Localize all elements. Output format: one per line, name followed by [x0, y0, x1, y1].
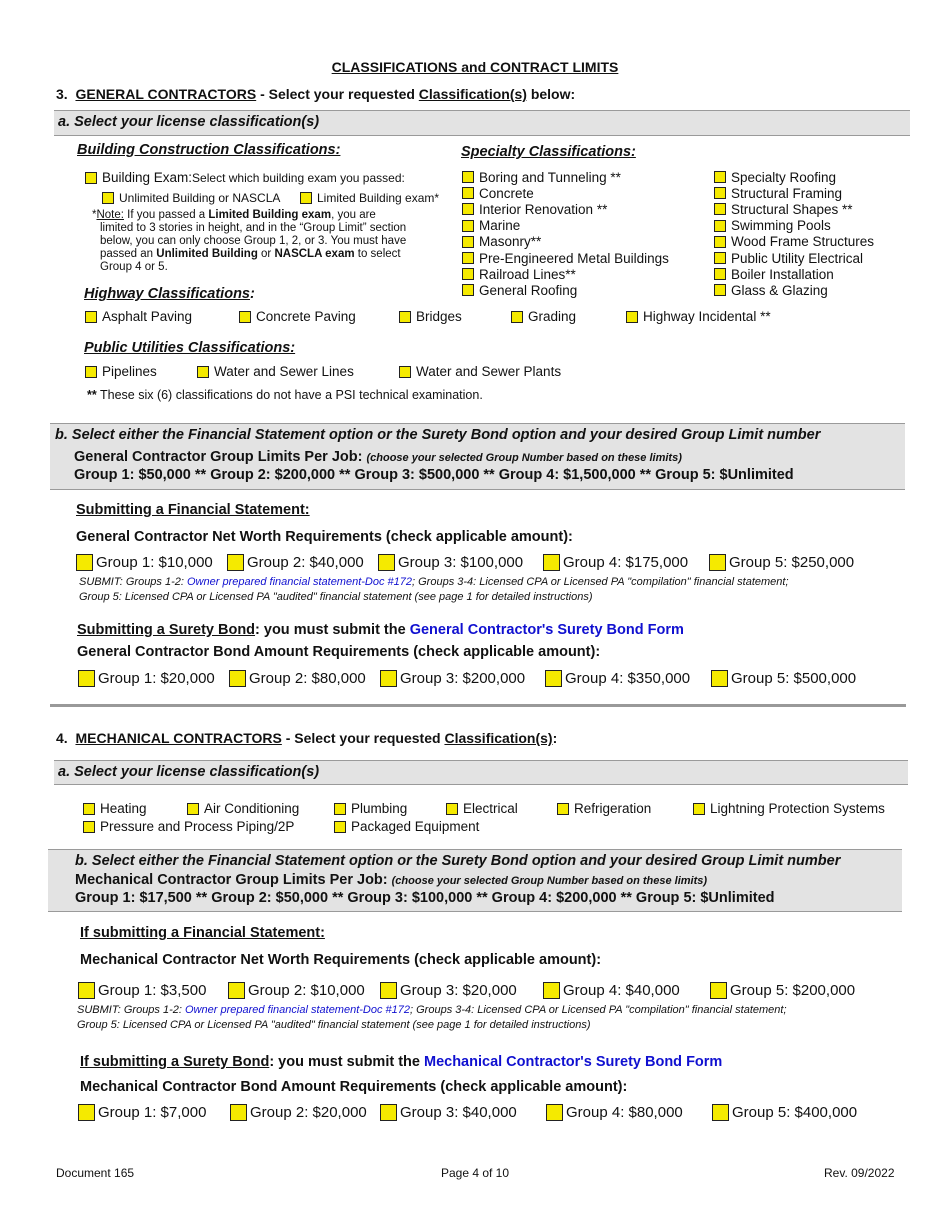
checkbox[interactable] — [380, 1104, 397, 1121]
checkbox[interactable] — [380, 670, 397, 687]
checkbox-option[interactable] — [378, 554, 523, 571]
option-label: Group 5: $250,000 — [729, 554, 855, 571]
checkbox-option[interactable] — [230, 1104, 367, 1121]
checkbox[interactable] — [712, 1104, 729, 1121]
limited-exam-note: *Note: If you passed a Limited Building exam, you are limited to 3 stories in height, and in the “Group Limit” section below, you can only choose Group 1, 2, or 3. You must have passed an Unlimited Building or NASCLA exam to select Group 4 or 5. — [92, 209, 407, 273]
checkbox[interactable] — [83, 803, 95, 815]
limited-building-checkbox[interactable] — [300, 192, 312, 204]
gc-limits: Group 1: $50,000 ** Group 2: $200,000 ** Group 3: $500,000 ** Group 4: $1,500,000 ** Group 5: $Unlimited — [74, 467, 794, 483]
divider — [54, 784, 908, 785]
checkbox-option[interactable] — [462, 218, 669, 234]
option-label: Bridges — [416, 309, 462, 324]
mc-bond-form-link[interactable]: Mechanical Contractor's Surety Bond Form — [423, 1054, 723, 1070]
checkbox-option[interactable] — [399, 364, 561, 379]
checkbox-option[interactable] — [714, 282, 874, 298]
option-label: Glass & Glazing — [731, 282, 828, 298]
checkbox-option[interactable] — [462, 282, 669, 298]
option-label: Pipelines — [102, 364, 157, 379]
checkbox-option[interactable] — [714, 185, 874, 201]
option-label: Group 4: $80,000 — [566, 1104, 683, 1121]
checkbox-option[interactable] — [714, 266, 874, 282]
checkbox[interactable] — [228, 982, 245, 999]
option-label: Group 3: $100,000 — [398, 554, 524, 571]
option-label: Group 3: $200,000 — [400, 670, 526, 687]
page-title: CLASSIFICATIONS and CONTRACT LIMITS — [331, 59, 619, 75]
option-label: Structural Framing — [731, 185, 843, 201]
checkbox[interactable] — [711, 670, 728, 687]
checkbox-option[interactable] — [78, 1104, 206, 1121]
option-label: Public Utility Electrical — [731, 250, 864, 266]
checkbox[interactable] — [85, 366, 97, 378]
checkbox[interactable] — [714, 171, 726, 183]
mc-submit-note: SUBMIT: Groups 1-2: Owner prepared financial statement-Doc #172; Groups 3-4: Licensed CPA or Licensed PA "compilation" financial statement; Group 5: Licensed CPA or Licensed PA "audited" financial statement (see page 1 for detailed instructions) — [77, 1004, 787, 1031]
checkbox-option[interactable] — [229, 670, 366, 687]
option-label: Concrete Paving — [256, 309, 356, 324]
option-label: Group 1: $3,500 — [98, 982, 207, 999]
gc-fs-requirements: General Contractor Net Worth Requirements (check applicable amount): — [76, 529, 573, 545]
gc-section-heading: 3. GENERAL CONTRACTORS - Select your requested Classification(s) below: — [56, 86, 576, 102]
mc-classes-row-1 — [0, 801, 950, 819]
checkbox-option[interactable] — [543, 554, 688, 571]
unlimited-building-checkbox[interactable] — [102, 192, 114, 204]
option-label: Group 3: $20,000 — [400, 982, 517, 999]
checkbox-option[interactable] — [83, 801, 147, 816]
checkbox-option[interactable] — [399, 309, 462, 324]
highway-title: Highway Classifications: — [84, 286, 255, 302]
checkbox[interactable] — [230, 1104, 247, 1121]
option-label: Group 5: $400,000 — [732, 1104, 858, 1121]
utilities-row — [0, 364, 950, 384]
option-label: Electrical — [463, 801, 518, 816]
checkbox[interactable] — [462, 203, 474, 215]
checkbox-option[interactable] — [76, 554, 213, 571]
checkbox-option[interactable] — [85, 364, 157, 379]
checkbox-option[interactable] — [78, 670, 215, 687]
checkbox-option[interactable] — [83, 819, 294, 834]
checkbox[interactable] — [546, 1104, 563, 1121]
checkbox[interactable] — [545, 670, 562, 687]
option-label: Group 3: $40,000 — [400, 1104, 517, 1121]
option-label: Group 1: $7,000 — [98, 1104, 207, 1121]
checkbox[interactable] — [543, 982, 560, 999]
mc-section-heading: 4. MECHANICAL CONTRACTORS - Select your requested Classification(s): — [56, 730, 558, 746]
mc-limits-label: Mechanical Contractor Group Limits Per Job: (choose your selected Group Number based on these limits) — [75, 872, 708, 888]
checkbox[interactable] — [714, 284, 726, 296]
checkbox-option[interactable] — [380, 982, 517, 999]
option-label: Refrigeration — [574, 801, 652, 816]
checkbox[interactable] — [511, 311, 523, 323]
checkbox[interactable] — [714, 268, 726, 280]
checkbox[interactable] — [197, 366, 209, 378]
checkbox-option[interactable] — [462, 185, 669, 201]
checkbox[interactable] — [626, 311, 638, 323]
option-label: Plumbing — [351, 801, 408, 816]
gc-limits-label: General Contractor Group Limits Per Job: (choose your selected Group Number based on these limits) — [74, 449, 682, 465]
gc-fs-title: Submitting a Financial Statement: — [76, 502, 310, 518]
checkbox[interactable] — [462, 171, 474, 183]
building-title: Building Construction Classifications: — [77, 142, 341, 158]
option-label: Concrete — [479, 185, 534, 201]
checkbox[interactable] — [710, 982, 727, 999]
option-label: General Roofing — [479, 282, 578, 298]
checkbox[interactable] — [714, 252, 726, 264]
gc-band-a-label: a. Select your license classification(s) — [58, 114, 320, 130]
footer-document: Document 165 — [56, 1166, 135, 1180]
checkbox[interactable] — [334, 821, 346, 833]
option-label: Packaged Equipment — [351, 819, 480, 834]
checkbox[interactable] — [714, 220, 726, 232]
checkbox-option[interactable] — [78, 982, 206, 999]
option-label: Air Conditioning — [204, 801, 300, 816]
checkbox-option[interactable] — [557, 801, 651, 816]
checkbox-option[interactable] — [334, 801, 407, 816]
gc-band-b-label: b. Select either the Financial Statement option or the Surety Bond option and your desired Group Limit number — [55, 427, 821, 443]
gc-bond-groups — [0, 670, 950, 692]
option-label: Highway Incidental ** — [643, 309, 771, 324]
building-exam-row: Building Exam: Select which building exam you passed: — [85, 170, 405, 185]
unlimited-building-option[interactable]: Unlimited Building or NASCLA — [102, 191, 280, 205]
option-label: Group 1: $10,000 — [96, 554, 213, 571]
highway-row — [0, 309, 950, 329]
building-exam-checkbox[interactable] — [85, 172, 97, 184]
checkbox[interactable] — [78, 670, 95, 687]
checkbox-option[interactable] — [197, 364, 354, 379]
option-label: Water and Sewer Lines — [214, 364, 354, 379]
option-label: Group 4: $350,000 — [565, 670, 691, 687]
checkbox[interactable] — [399, 311, 411, 323]
checkbox[interactable] — [239, 311, 251, 323]
checkbox-option[interactable] — [85, 309, 192, 324]
checkbox[interactable] — [78, 982, 95, 999]
checkbox-option[interactable] — [228, 982, 365, 999]
option-label: Swimming Pools — [731, 218, 831, 234]
specialty-title: Specialty Classifications: — [461, 144, 636, 160]
checkbox-option[interactable] — [714, 218, 874, 234]
checkbox-option[interactable] — [709, 554, 854, 571]
mc-fs-title: If submitting a Financial Statement: — [80, 925, 325, 941]
checkbox[interactable] — [462, 220, 474, 232]
checkbox[interactable] — [714, 203, 726, 215]
mc-bond-groups — [0, 1104, 950, 1126]
checkbox[interactable] — [462, 284, 474, 296]
checkbox[interactable] — [378, 554, 395, 571]
mc-bond-requirements: Mechanical Contractor Bond Amount Requirements (check applicable amount): — [80, 1079, 628, 1095]
option-label: Marine — [479, 218, 521, 234]
owner-statement-link[interactable]: Owner prepared financial statement-Doc #172 — [185, 1004, 411, 1016]
checkbox[interactable] — [78, 1104, 95, 1121]
mc-classes-row-2 — [0, 819, 950, 837]
checkbox-option[interactable] — [712, 1104, 857, 1121]
checkbox-option[interactable] — [711, 670, 856, 687]
checkbox[interactable] — [462, 187, 474, 199]
divider — [48, 911, 902, 912]
specialty-col-1 — [462, 169, 669, 299]
option-label: Pre-Engineered Metal Buildings — [479, 250, 669, 266]
gc-fs-groups — [0, 554, 950, 576]
divider — [50, 489, 905, 490]
gc-bond-form-link[interactable]: General Contractor's Surety Bond Form — [409, 622, 684, 638]
checkbox-option[interactable] — [714, 234, 874, 250]
checkbox[interactable] — [446, 803, 458, 815]
checkbox-option[interactable] — [545, 670, 690, 687]
checkbox-option[interactable] — [239, 309, 356, 324]
checkbox-option[interactable] — [543, 982, 680, 999]
checkbox-option[interactable] — [714, 169, 874, 185]
option-label: Structural Shapes ** — [731, 201, 853, 217]
checkbox-option[interactable] — [462, 266, 669, 282]
option-label: Specialty Roofing — [731, 169, 837, 185]
checkbox[interactable] — [714, 236, 726, 248]
checkbox-option[interactable] — [227, 554, 364, 571]
checkbox[interactable] — [76, 554, 93, 571]
option-label: Asphalt Paving — [102, 309, 193, 324]
option-label: Boiler Installation — [731, 266, 834, 282]
checkbox[interactable] — [543, 554, 560, 571]
option-label: Water and Sewer Plants — [416, 364, 562, 379]
option-label: Group 1: $20,000 — [98, 670, 215, 687]
checkbox[interactable] — [227, 554, 244, 571]
mc-limits: Group 1: $17,500 ** Group 2: $50,000 ** Group 3: $100,000 ** Group 4: $200,000 ** Group 5: $Unlimited — [75, 890, 775, 906]
footer-revision: Rev. 09/2022 — [824, 1166, 895, 1180]
checkbox[interactable] — [714, 187, 726, 199]
checkbox-option[interactable] — [380, 1104, 517, 1121]
mc-fs-groups — [0, 982, 950, 1004]
checkbox[interactable] — [380, 982, 397, 999]
owner-statement-link[interactable]: Owner prepared financial statement-Doc #172 — [187, 576, 413, 588]
checkbox-option[interactable] — [511, 309, 576, 324]
no-exam-note: ** These six (6) classifications do not have a PSI technical examination. — [87, 388, 483, 402]
section-divider — [50, 704, 906, 707]
checkbox[interactable] — [693, 803, 705, 815]
option-label: Masonry** — [479, 234, 542, 250]
option-label: Boring and Tunneling ** — [479, 169, 621, 185]
option-label: Grading — [528, 309, 577, 324]
checkbox-option[interactable] — [693, 801, 885, 816]
checkbox-option[interactable] — [462, 201, 669, 217]
gc-bond-heading: Submitting a Surety Bond: you must submit the General Contractor's Surety Bond Form — [77, 622, 684, 638]
checkbox-option[interactable] — [546, 1104, 683, 1121]
checkbox-option[interactable] — [710, 982, 855, 999]
option-label: Pressure and Process Piping/2P — [100, 819, 295, 834]
mc-bond-heading: If submitting a Surety Bond: you must submit the Mechanical Contractor's Surety Bond Form — [80, 1054, 723, 1070]
option-label: Group 4: $40,000 — [563, 982, 680, 999]
checkbox-option[interactable] — [462, 234, 669, 250]
checkbox[interactable] — [229, 670, 246, 687]
option-label: Railroad Lines** — [479, 266, 576, 282]
checkbox[interactable] — [462, 252, 474, 264]
checkbox-option[interactable] — [714, 201, 874, 217]
option-label: Group 5: $500,000 — [731, 670, 857, 687]
option-label: Heating — [100, 801, 147, 816]
limited-building-option[interactable]: Limited Building exam* — [300, 191, 439, 205]
checkbox[interactable] — [462, 236, 474, 248]
gc-submit-note: SUBMIT: Groups 1-2: Owner prepared financial statement-Doc #172; Groups 3-4: Licensed CPA or Licensed PA "compilation" financial statement; Group 5: Licensed CPA or Licensed PA "audited" financial statement (see page 1 for detailed instructions) — [79, 576, 789, 603]
checkbox[interactable] — [462, 268, 474, 280]
divider — [54, 135, 910, 136]
mc-fs-requirements: Mechanical Contractor Net Worth Requirements (check applicable amount): — [80, 952, 602, 968]
option-label: Group 2: $40,000 — [247, 554, 364, 571]
checkbox[interactable] — [85, 311, 97, 323]
option-label: Group 2: $80,000 — [249, 670, 366, 687]
checkbox[interactable] — [399, 366, 411, 378]
option-label: Lightning Protection Systems — [710, 801, 885, 816]
checkbox-option[interactable] — [626, 309, 771, 324]
checkbox[interactable] — [557, 803, 569, 815]
checkbox-option[interactable] — [714, 250, 874, 266]
checkbox[interactable] — [334, 803, 346, 815]
utilities-title: Public Utilities Classifications: — [84, 340, 296, 356]
option-label: Group 4: $175,000 — [563, 554, 689, 571]
mc-band-b-label: b. Select either the Financial Statement option or the Surety Bond option and your desired Group Limit number — [75, 853, 841, 869]
checkbox[interactable] — [83, 821, 95, 833]
option-label: Wood Frame Structures — [731, 234, 875, 250]
checkbox[interactable] — [709, 554, 726, 571]
specialty-col-2 — [714, 169, 874, 299]
gc-bond-requirements: General Contractor Bond Amount Requirements (check applicable amount): — [77, 644, 601, 660]
footer-page: Page 4 of 10 — [440, 1166, 510, 1180]
checkbox-option[interactable] — [462, 250, 669, 266]
checkbox-option[interactable] — [446, 801, 518, 816]
checkbox-option[interactable] — [462, 169, 669, 185]
checkbox[interactable] — [187, 803, 199, 815]
checkbox-option[interactable] — [187, 801, 299, 816]
checkbox-option[interactable] — [380, 670, 525, 687]
option-label: Group 5: $200,000 — [730, 982, 856, 999]
option-label: Interior Renovation ** — [479, 201, 608, 217]
option-label: Group 2: $10,000 — [248, 982, 365, 999]
mc-band-a-label: a. Select your license classification(s) — [58, 764, 320, 780]
checkbox-option[interactable] — [334, 819, 479, 834]
option-label: Group 2: $20,000 — [250, 1104, 367, 1121]
